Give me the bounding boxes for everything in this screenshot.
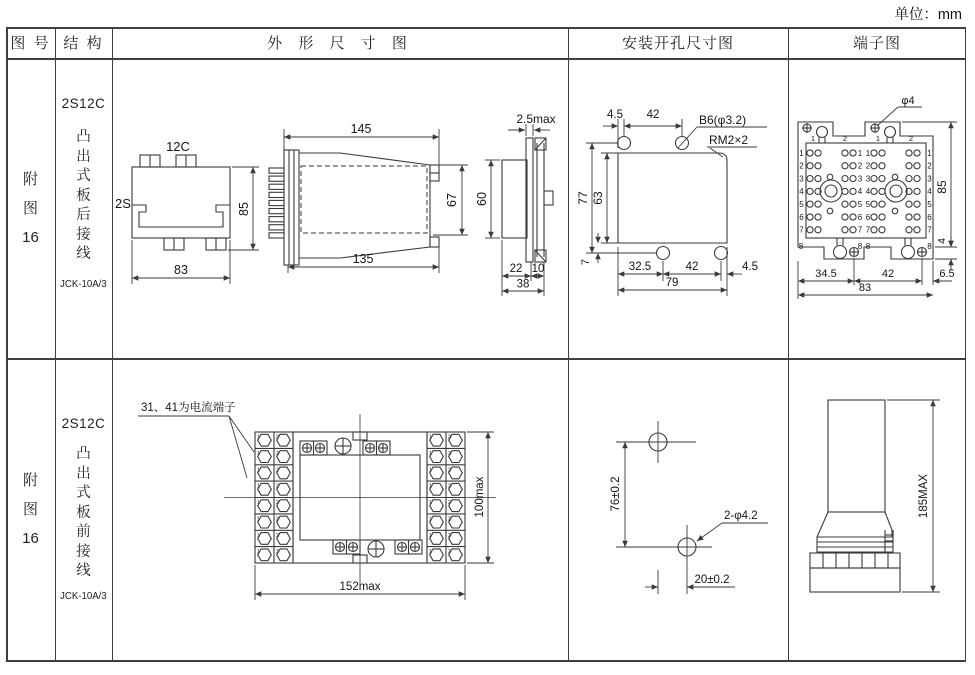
col-label: 2: [908, 134, 914, 143]
crosshairs: [616, 421, 768, 594]
dim-67: 67: [445, 193, 459, 207]
header-outline: 外 形 尺 寸 图: [267, 35, 413, 52]
row1-terminal-drawing: [788, 58, 966, 358]
terminal-row-number: 3: [927, 174, 932, 184]
terminal-number: 2: [448, 434, 451, 441]
terminal-number: 1: [257, 467, 260, 474]
current-terminal-note: 31、41为电流端子: [141, 402, 236, 414]
terminal-row-number: 6: [799, 212, 804, 222]
fig-char: 图: [22, 199, 38, 217]
terminal-number: 1: [257, 500, 260, 506]
terminal-number: 2: [448, 500, 451, 506]
dim-4-5-top: 4.5: [607, 109, 623, 121]
terminal-number: 1: [257, 532, 260, 539]
dim-4: 4: [936, 238, 948, 244]
terminal-row-number: 7: [927, 225, 932, 235]
row2-mounting-drawing: [568, 358, 788, 661]
terminal-row-number: 5: [857, 200, 863, 209]
label-12c: 12C: [166, 139, 190, 154]
terminal-number: 2: [276, 467, 279, 474]
dim-6-5: 6.5: [939, 268, 955, 280]
fig-char: 附: [22, 170, 38, 188]
terminal-row-number: 2: [927, 161, 932, 171]
dim-63: 63: [591, 191, 605, 205]
edge-view: [502, 138, 553, 262]
dim-145: 145: [350, 122, 372, 136]
dim-10: 10: [531, 263, 545, 275]
thread-spec-label: RM2×2: [709, 133, 749, 147]
dim-85: 85: [935, 180, 949, 194]
dim-22: 22: [509, 263, 523, 275]
hole-spec-label: B6(φ3.2): [699, 113, 747, 127]
header-fig-no: 图 号: [10, 35, 51, 52]
fig-char: 附: [22, 472, 38, 489]
terminal-row-number: 7: [857, 225, 863, 235]
terminal-row-number: 1: [799, 148, 804, 158]
fig-char: 16: [22, 228, 39, 246]
holes-spec-label: 2-φ4.2: [724, 510, 758, 522]
dim-34-5: 34.5: [815, 268, 837, 280]
dim-42: 42: [881, 268, 895, 280]
terminal-number: 2: [448, 516, 451, 523]
row2-outline-drawing: [112, 358, 568, 661]
terminal-row-number: 4: [927, 187, 932, 197]
front-view: [132, 155, 230, 250]
terminal-number: 1: [257, 549, 260, 556]
terminal-row-number: 1: [857, 148, 863, 158]
row8-label: 8: [865, 242, 871, 251]
header-structure: 结 构: [63, 35, 104, 52]
terminal-number: 1: [429, 483, 432, 490]
terminal-row-number: 2: [857, 161, 863, 171]
fig-char: 图: [22, 501, 38, 518]
terminal-number: 2: [448, 450, 451, 457]
hole-circles: [649, 433, 696, 556]
row8-label: 8: [857, 242, 863, 251]
terminal-number: 2: [276, 483, 279, 490]
structure-text: 凸 出 式 板 前 接 线: [76, 446, 91, 579]
terminal-number: 2: [276, 450, 279, 457]
terminal-number: 1: [257, 450, 260, 457]
terminal-number: 2: [448, 467, 451, 474]
terminal-number: 2: [276, 434, 279, 441]
terminal-row-number: 6: [865, 212, 871, 222]
terminal-number: 2: [276, 500, 279, 506]
terminal-row-number: 3: [865, 174, 871, 184]
row1-structure: [55, 58, 112, 358]
terminal-row-number: 3: [857, 174, 863, 184]
relay-side-body: [810, 400, 900, 592]
terminal-row-number: 5: [927, 200, 932, 209]
cutout-outline: [618, 137, 728, 260]
terminal-row-number: 6: [857, 212, 863, 222]
dim-20: 20±0.2: [694, 574, 730, 586]
dim-76: 76±0.2: [610, 476, 622, 512]
header-terminal: 端子图: [852, 35, 901, 52]
terminal-number: 1: [257, 434, 260, 441]
row1-fig-no: [6, 58, 55, 358]
dim-79: 79: [665, 277, 679, 289]
terminal-row-number: 4: [799, 187, 804, 197]
label-2s: 2S: [115, 196, 131, 211]
dim-2-5max: 2.5max: [516, 112, 556, 126]
terminal-number: 2: [276, 532, 279, 539]
terminal-number: 1: [429, 500, 432, 506]
terminal-row-number: 2: [799, 161, 804, 171]
terminal-row-number: 3: [799, 174, 804, 184]
side-dims: [887, 400, 940, 592]
row1-mounting-drawing: [568, 58, 788, 358]
unit-label: 单位：mm: [894, 7, 962, 23]
terminal-row-number: 1: [865, 148, 871, 158]
row2-fig-no: [6, 358, 55, 661]
dim-32-5: 32.5: [628, 261, 652, 273]
terminal-number: 1: [429, 532, 432, 539]
dim-42-top: 42: [646, 109, 660, 121]
dim-135: 135: [352, 252, 374, 266]
terminal-number: 2: [276, 549, 279, 556]
dim-152max: 152max: [339, 581, 381, 593]
col-label: 1: [875, 134, 881, 143]
terminal-number: 1: [429, 450, 432, 457]
dim-7: 7: [580, 258, 592, 266]
terminal-number: 1: [257, 516, 260, 523]
terminal-number: 1: [429, 467, 432, 474]
terminal-number: 2: [448, 483, 451, 490]
row8-label: 8: [798, 242, 804, 251]
note-leaders: [138, 416, 254, 478]
row2-terminal-drawing: [788, 358, 966, 661]
model-code: 2S12C: [61, 416, 106, 431]
terminal-row-number: 2: [865, 161, 871, 171]
row8-label: 8: [927, 242, 932, 251]
row1-outline-drawing: [112, 58, 568, 358]
terminal-number: 2: [448, 549, 451, 556]
terminal-number: 1: [429, 516, 432, 523]
side-view-dims: [284, 129, 468, 273]
relay-type-code: JCK-10A/3: [60, 277, 107, 290]
dim-60: 60: [475, 192, 489, 206]
dim-77: 77: [576, 191, 590, 205]
dim-100max: 100max: [474, 476, 486, 518]
dim-38: 38: [516, 278, 530, 291]
terminal-number: 2: [448, 532, 451, 539]
terminal-row-number: 4: [857, 187, 863, 197]
terminal-row-number: 7: [865, 225, 871, 235]
dim-83: 83: [858, 282, 872, 294]
front-view-dims: [132, 167, 259, 284]
model-code: 2S12C: [61, 96, 106, 111]
fig-char: 16: [22, 530, 39, 547]
structure-text: 凸 出 式 板 后 接 线: [76, 129, 91, 262]
terminal-row-number: 5: [865, 200, 871, 209]
relay-type-code: JCK-10A/3: [60, 589, 107, 602]
terminal-row-number: 7: [799, 225, 804, 235]
header-mounting: 安装开孔尺寸图: [621, 35, 734, 52]
centerlines: [224, 414, 496, 588]
terminal-row-number: 4: [865, 187, 871, 197]
terminal-row-number: 5: [799, 200, 804, 209]
terminal-hole-grid: [799, 149, 932, 235]
dim-83: 83: [174, 263, 188, 277]
terminal-number: 1: [257, 483, 260, 490]
terminal-number: 1: [429, 434, 432, 441]
terminal-number: 1: [429, 549, 432, 556]
col-label: 2: [842, 134, 848, 143]
dim-185max: 185MAX: [918, 473, 930, 519]
col-label: 1: [810, 134, 816, 143]
terminal-row-number: 1: [927, 148, 932, 158]
terminal-number: 2: [276, 516, 279, 523]
terminal-row-number: 6: [927, 212, 932, 222]
dim-4-5-bottom: 4.5: [742, 261, 758, 273]
row2-structure: [55, 358, 112, 661]
dim-42-bottom: 42: [685, 261, 699, 273]
side-view: [269, 150, 439, 265]
hole-dia-label: φ4: [901, 95, 915, 107]
dim-85: 85: [237, 202, 251, 216]
